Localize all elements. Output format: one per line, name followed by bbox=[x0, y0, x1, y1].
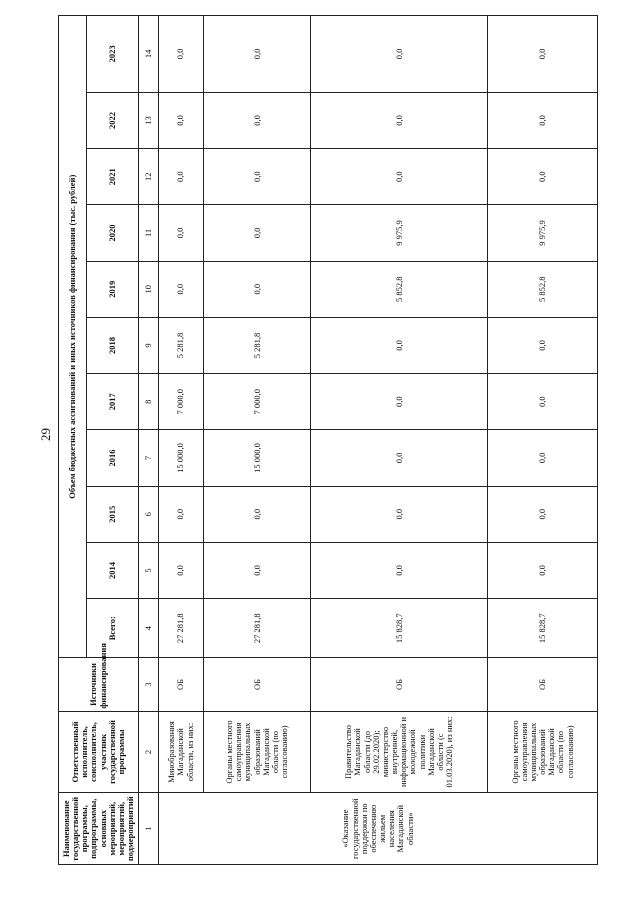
index-cell: 3 bbox=[139, 658, 159, 711]
funding-table bbox=[58, 15, 598, 865]
value-cell: 9 975,9 bbox=[488, 205, 598, 261]
total-cell: 15 828,7 bbox=[488, 599, 598, 658]
index-cell: 13 bbox=[139, 92, 159, 148]
value-cell: 0,0 bbox=[203, 542, 310, 598]
value-cell: 0,0 bbox=[311, 374, 488, 430]
total-cell: 27 281,8 bbox=[203, 599, 310, 658]
value-cell: 0,0 bbox=[159, 261, 204, 317]
table-row bbox=[311, 16, 488, 865]
value-cell: 0,0 bbox=[159, 205, 204, 261]
header-year: 2021 bbox=[87, 149, 139, 205]
value-cell: 0,0 bbox=[159, 92, 204, 148]
value-cell: 15 000,0 bbox=[203, 430, 310, 486]
value-cell: 0,0 bbox=[203, 486, 310, 542]
header-source: Источники финансирования bbox=[59, 658, 139, 711]
value-cell: 5 281,8 bbox=[159, 317, 204, 373]
index-cell: 11 bbox=[139, 205, 159, 261]
header-total: Всего: bbox=[87, 599, 139, 658]
responsible-cell: Органы местного самоуправления муниципальных образований Магаданской области (по согласованию) bbox=[203, 711, 310, 793]
value-cell: 0,0 bbox=[159, 542, 204, 598]
index-row bbox=[139, 16, 159, 865]
index-cell: 10 bbox=[139, 261, 159, 317]
value-cell: 7 000,0 bbox=[203, 374, 310, 430]
value-cell: 0,0 bbox=[159, 16, 204, 93]
header-year: 2020 bbox=[87, 205, 139, 261]
value-cell: 5 281,8 bbox=[203, 317, 310, 373]
value-cell: 0,0 bbox=[203, 205, 310, 261]
index-cell: 8 bbox=[139, 374, 159, 430]
responsible-cell: Органы местного самоуправления муниципальных образований Магаданской области (по согласованию) bbox=[488, 711, 598, 793]
header-year: 2022 bbox=[87, 92, 139, 148]
header-year: 2017 bbox=[87, 374, 139, 430]
header-year: 2018 bbox=[87, 317, 139, 373]
value-cell: 5 852,8 bbox=[488, 261, 598, 317]
index-cell: 12 bbox=[139, 149, 159, 205]
value-cell: 0,0 bbox=[311, 486, 488, 542]
value-cell: 0,0 bbox=[488, 149, 598, 205]
table-row bbox=[203, 16, 310, 865]
value-cell: 0,0 bbox=[311, 149, 488, 205]
header-name: Наименование государственной программы, подпрограммы, основных мероприятий, мероприятий, подмероприятий bbox=[59, 793, 139, 865]
value-cell: 0,0 bbox=[311, 317, 488, 373]
value-cell: 0,0 bbox=[488, 92, 598, 148]
value-cell: 0,0 bbox=[203, 149, 310, 205]
value-cell: 0,0 bbox=[488, 374, 598, 430]
table-row bbox=[159, 16, 204, 865]
source-cell: ОБ bbox=[159, 658, 204, 711]
value-cell: 0,0 bbox=[159, 486, 204, 542]
source-cell: ОБ bbox=[203, 658, 310, 711]
header-funding: Объем бюджетных ассигнований и иных источников финансирования (тыс. рублей) bbox=[59, 16, 87, 658]
responsible-cell: Минобразования Магаданской области, из них: bbox=[159, 711, 204, 793]
total-cell: 27 281,8 bbox=[159, 599, 204, 658]
index-cell: 4 bbox=[139, 599, 159, 658]
index-cell: 9 bbox=[139, 317, 159, 373]
value-cell: 0,0 bbox=[311, 92, 488, 148]
header-year: 2015 bbox=[87, 486, 139, 542]
value-cell: 15 000,0 bbox=[159, 430, 204, 486]
page-number: 29 bbox=[38, 428, 53, 441]
value-cell: 9 975,9 bbox=[311, 205, 488, 261]
value-cell: 0,0 bbox=[488, 430, 598, 486]
value-cell: 0,0 bbox=[311, 16, 488, 93]
value-cell: 0,0 bbox=[488, 542, 598, 598]
value-cell: 0,0 bbox=[159, 149, 204, 205]
measure-name: «Оказание государственной поддержки по обеспечению жильем населения Магаданской области» bbox=[159, 793, 598, 865]
header-year: 2019 bbox=[87, 261, 139, 317]
rotated-table-container bbox=[58, 15, 598, 865]
index-cell: 7 bbox=[139, 430, 159, 486]
table-row bbox=[488, 16, 598, 865]
header-year: 2023 bbox=[87, 16, 139, 93]
index-cell: 2 bbox=[139, 711, 159, 793]
source-cell: ОБ bbox=[488, 658, 598, 711]
value-cell: 0,0 bbox=[488, 317, 598, 373]
value-cell: 0,0 bbox=[203, 16, 310, 93]
header-responsible: Ответственный исполнитель, соисполнитель, участник государственной программы bbox=[59, 711, 139, 793]
index-cell: 6 bbox=[139, 486, 159, 542]
header-year: 2014 bbox=[87, 542, 139, 598]
value-cell: 0,0 bbox=[311, 430, 488, 486]
value-cell: 0,0 bbox=[311, 542, 488, 598]
value-cell: 5 852,8 bbox=[311, 261, 488, 317]
value-cell: 0,0 bbox=[488, 486, 598, 542]
index-cell: 1 bbox=[139, 793, 159, 865]
total-cell: 15 828,7 bbox=[311, 599, 488, 658]
value-cell: 0,0 bbox=[488, 16, 598, 93]
value-cell: 7 000,0 bbox=[159, 374, 204, 430]
responsible-cell: Правительство Магаданской области (до 29.02.2020); министерство внутренней, информационной и молодежной политики Магаданской области (с 01.03.2020), из них: bbox=[311, 711, 488, 793]
header-year: 2016 bbox=[87, 430, 139, 486]
value-cell: 0,0 bbox=[203, 92, 310, 148]
index-cell: 14 bbox=[139, 16, 159, 93]
value-cell: 0,0 bbox=[203, 261, 310, 317]
index-cell: 5 bbox=[139, 542, 159, 598]
source-cell: ОБ bbox=[311, 658, 488, 711]
